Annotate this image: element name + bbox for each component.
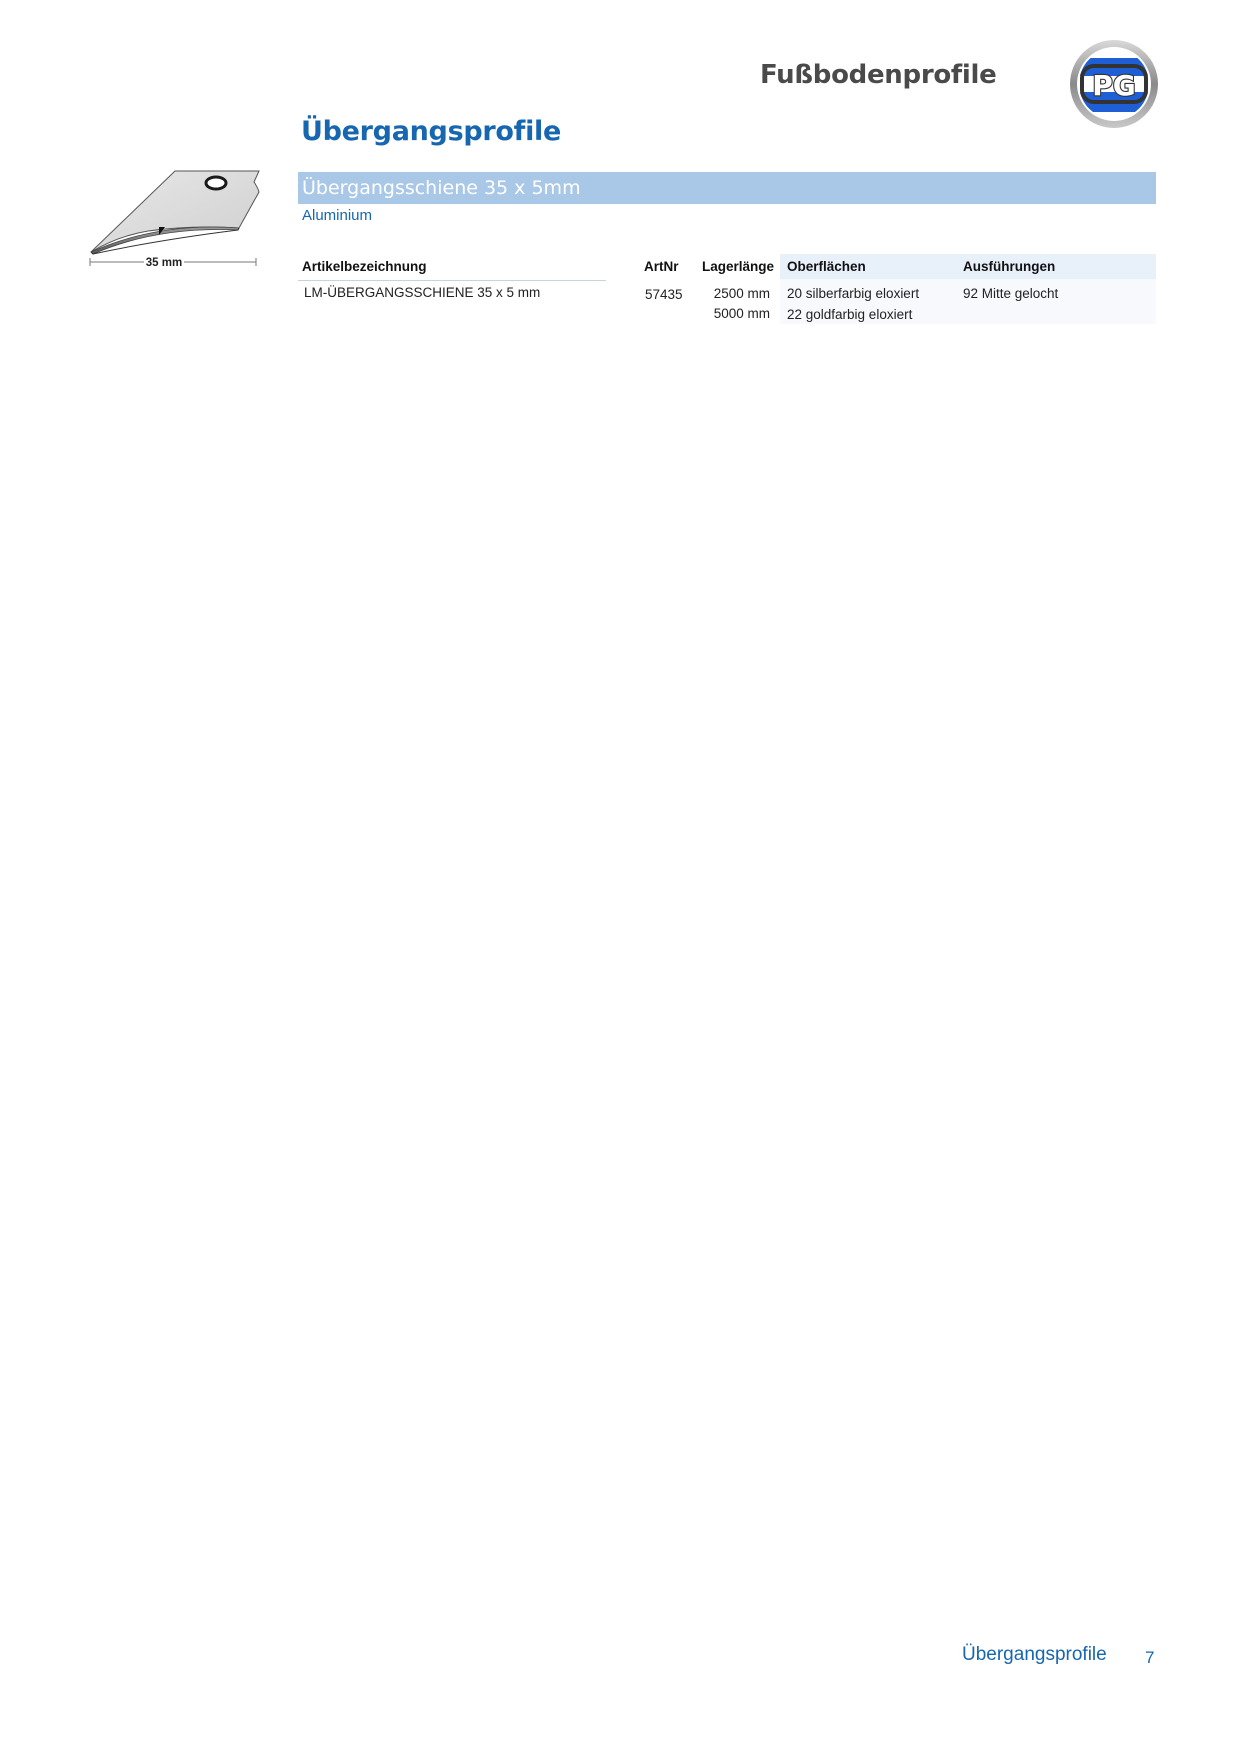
profile-illustration [88,168,260,280]
row-surface-2: 22 goldfarbig eloxiert [787,307,913,322]
page-number: 7 [1145,1648,1155,1667]
header-artikelbezeichnung: Artikelbezeichnung [302,259,427,274]
product-title: Übergangsschiene 35 x 5mm [302,177,581,199]
mounting-hole [206,177,226,189]
row-version-1: 92 Mitte gelocht [963,286,1059,301]
header-artnr: ArtNr [644,259,679,274]
row-length-2: 5000 mm [713,306,770,321]
row-surface-1: 20 silberfarbig eloxiert [787,286,920,301]
footer-section-label: Übergangsprofile [962,1644,1107,1665]
catalog-title: Fußbodenprofile [760,60,997,90]
header-ausfuehrungen: Ausführungen [963,259,1056,274]
table-header-rule [298,280,606,281]
header-oberflaechen: Oberflächen [787,259,866,274]
page-title: Übergangsprofile [301,116,562,147]
pg-logo [1068,38,1160,130]
row-artnr: 57435 [645,287,683,302]
product-material: Aluminium [302,207,373,224]
dimension-label: 35 mm [145,257,183,269]
row-length-1: 2500 mm [713,286,770,301]
logo-lettering: PG [1092,69,1136,102]
spec-table [298,254,1156,324]
row-name: LM-ÜBERGANGSSCHIENE 35 x 5 mm [304,285,541,300]
header-lagerlaenge: Lagerlänge [702,259,775,274]
